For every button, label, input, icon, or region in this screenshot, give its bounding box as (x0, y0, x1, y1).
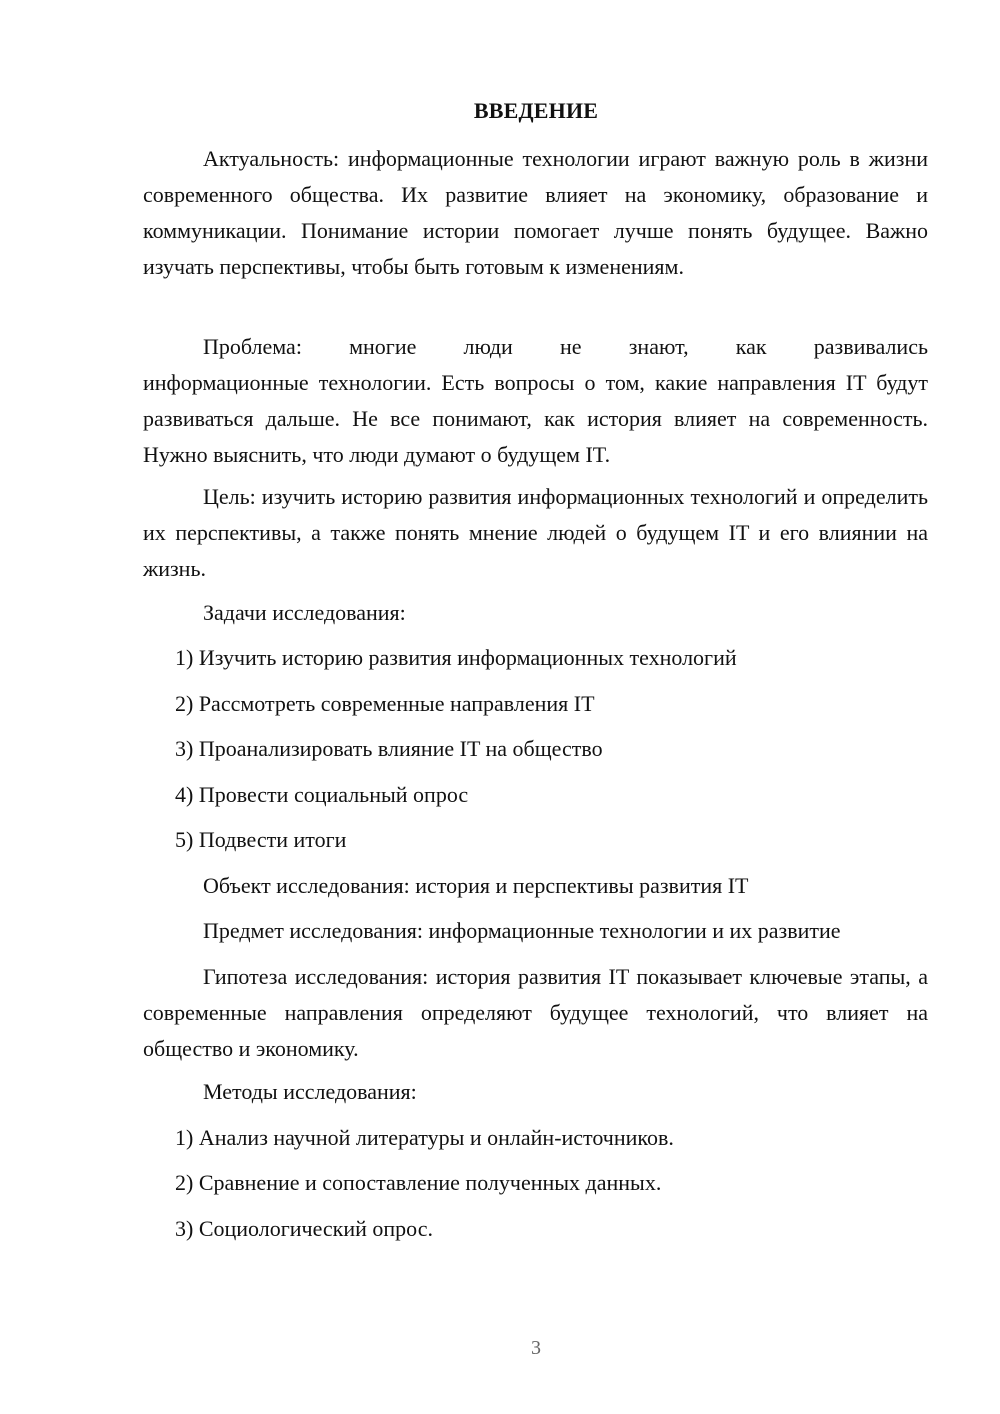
task-item: 1) Изучить историю развития информационных технологий (175, 645, 737, 670)
task-item: 4) Провести социальный опрос (175, 782, 469, 807)
tasks-heading: Задачи исследования: (203, 600, 406, 625)
task-item: 5) Подвести итоги (175, 827, 347, 852)
goal-paragraph: Цель: изучить историю развития информационных технологий и определить их перспективы, а также понять мнение людей о будущем IT и его влиянии на жизнь. (143, 484, 928, 581)
method-item: 1) Анализ научной литературы и онлайн-источников. (175, 1125, 674, 1150)
object-line: Объект исследования: история и перспективы развития IT (203, 873, 749, 898)
section-heading: ВВЕДЕНИЕ (473, 98, 599, 123)
method-item: 3) Социологический опрос. (175, 1216, 433, 1241)
hypothesis-paragraph: Гипотеза исследования: история развития IT показывает ключевые этапы, а современные направления определяют будущее технологий, что влияет на общество и экономику. (143, 964, 928, 1061)
task-item: 2) Рассмотреть современные направления IT (175, 691, 595, 716)
subject-line: Предмет исследования: информационные технологии и их развитие (203, 918, 841, 943)
task-item: 3) Проанализировать влияние IT на общество (175, 736, 603, 761)
page-number: 3 (531, 1337, 541, 1359)
methods-heading: Методы исследования: (203, 1079, 417, 1104)
problem-paragraph-first-line: Проблема: многие люди не знают, как развивались (203, 334, 928, 359)
problem-paragraph-rest: информационные технологии. Есть вопросы о том, какие направления IT будут развиваться дальше. Не все понимают, как история влияет на современность. Нужно выяснить, что люди думают о будущем IT. (143, 370, 928, 467)
relevance-paragraph: Актуальность: информационные технологии играют важную роль в жизни современного общества. Их развитие влияет на экономику, образование и коммуникации. Понимание истории помогает лучше понять будущее. Важно изучать перспективы, чтобы быть готовым к изменениям. (143, 146, 928, 279)
method-item: 2) Сравнение и сопоставление полученных данных. (175, 1170, 662, 1195)
